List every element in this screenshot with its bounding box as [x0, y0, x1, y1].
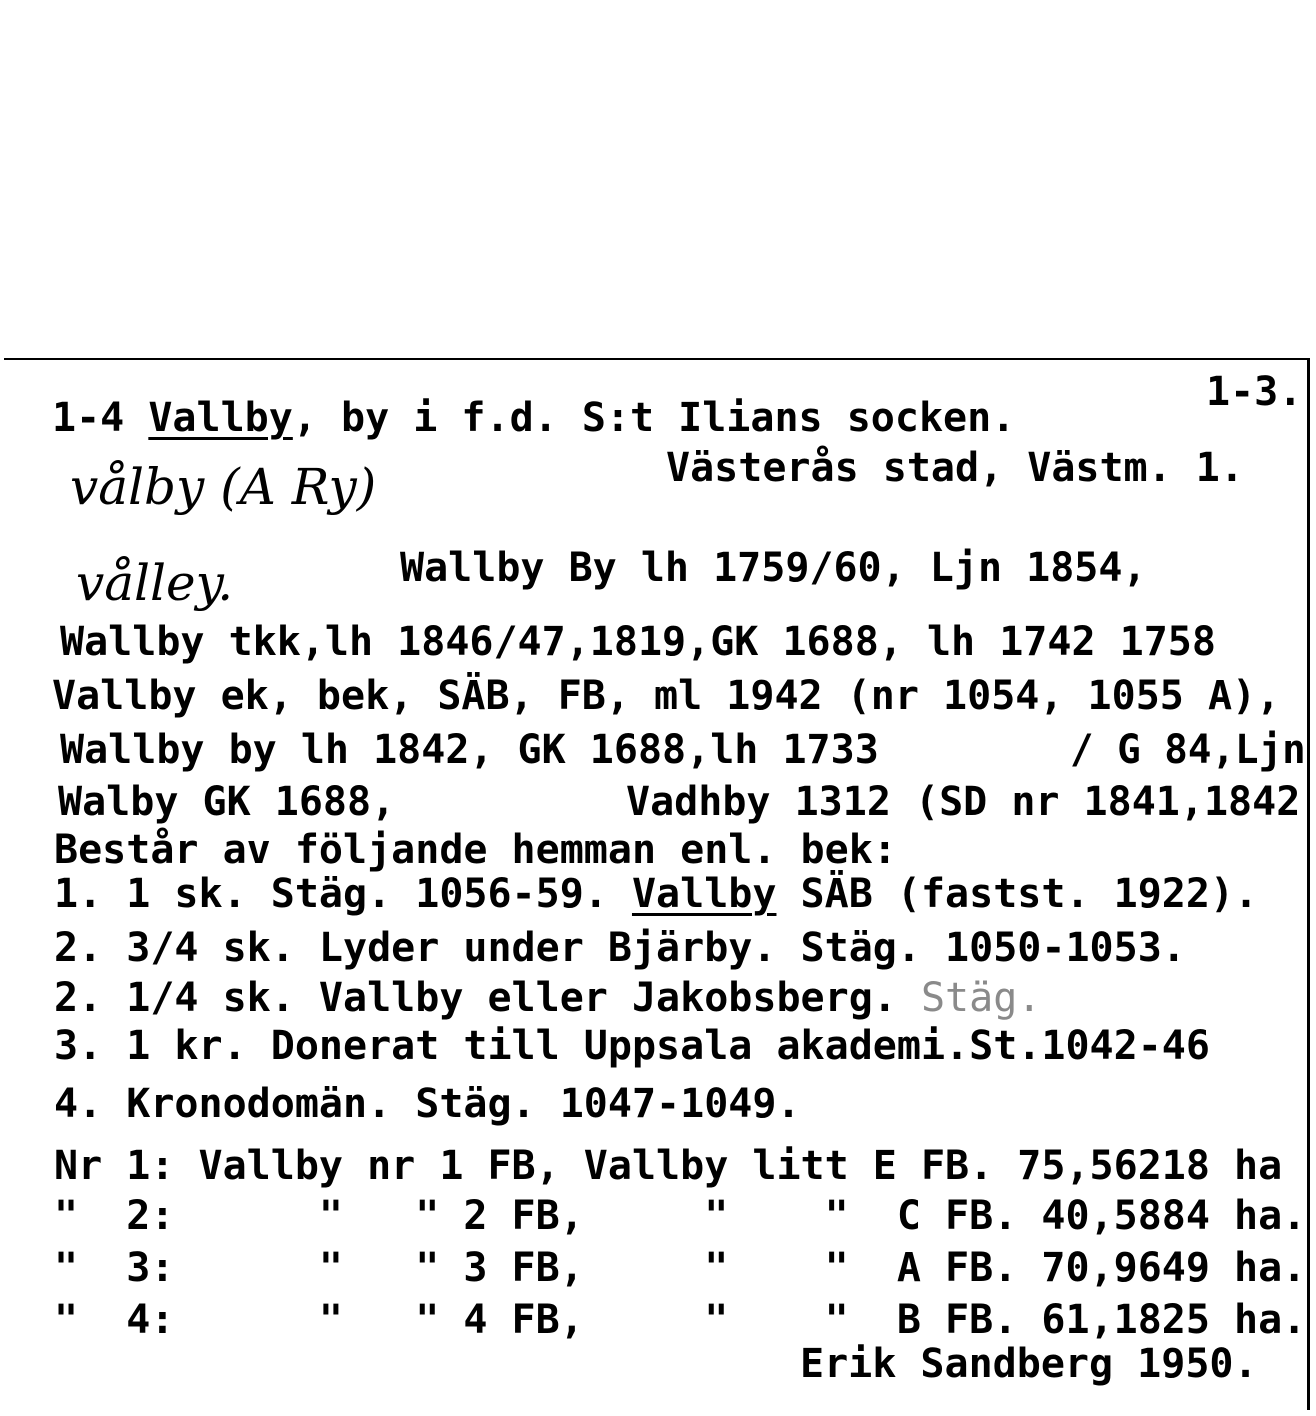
- hemman-intro: Består av följande hemman enl. bek:: [54, 827, 897, 873]
- handwritten-pronunciation-1: vålby (A Ry): [70, 458, 377, 516]
- hemman-1-text: 1. 1 sk. Stäg. 1056-59.: [54, 871, 632, 917]
- hemman-3-faint: Stäg.: [920, 975, 1042, 1021]
- form-line-4-right: / G 84,Ljn: [1070, 727, 1306, 773]
- hemman-3-text: 2. 1/4 sk. Vallby eller Jakobsberg.: [54, 975, 921, 1021]
- fb-row-4: " 4: " " 4 FB, " " B FB. 61,1825 ha.: [54, 1297, 1307, 1343]
- card-number: 1-3.: [1206, 369, 1303, 415]
- hemman-line-5: 4. Kronodomän. Stäg. 1047-1049.: [54, 1081, 801, 1127]
- hemman-line-4: 3. 1 kr. Donerat till Uppsala akademi.St.1042-46: [54, 1023, 1210, 1069]
- heading-location: Västerås stad, Västm. 1.: [666, 445, 1244, 491]
- form-line-5: Walby GK 1688,: [58, 779, 396, 825]
- handwritten-pronunciation-2: vålley.: [76, 554, 234, 612]
- form-line-2: Wallby tkk,lh 1846/47,1819,GK 1688, lh 1742 1758: [60, 619, 1216, 665]
- heading-place: Vallby: [148, 395, 293, 441]
- form-line-1: Wallby By lh 1759/60, Ljn 1854,: [400, 545, 1147, 591]
- form-line-5-right: Vadhby 1312 (SD nr 1841,1842: [626, 779, 1301, 825]
- fb-row-2: " 2: " " 2 FB, " " C FB. 40,5884 ha.: [54, 1193, 1307, 1239]
- signature: Erik Sandberg 1950.: [800, 1341, 1258, 1387]
- form-line-4: Wallby by lh 1842, GK 1688,lh 1733: [60, 727, 879, 773]
- card-heading: [52, 395, 1016, 441]
- hemman-1-name: Vallby: [631, 871, 777, 917]
- fb-row-3: " 3: " " 3 FB, " " A FB. 70,9649 ha.: [54, 1245, 1307, 1291]
- hemman-line-3: [54, 975, 1042, 1021]
- hemman-1-status: SÄB (fastst. 1922).: [776, 871, 1259, 917]
- form-line-3: Vallby ek, bek, SÄB, FB, ml 1942 (nr 1054, 1055 A),: [52, 673, 1281, 719]
- hemman-line-2: 2. 3/4 sk. Lyder under Bjärby. Stäg. 1050-1053.: [54, 925, 1186, 971]
- hemman-line-1: [54, 871, 1259, 917]
- heading-prefix: 1-4: [52, 395, 149, 441]
- fb-row-1: Nr 1: Vallby nr 1 FB, Vallby litt E FB. 75,56218 ha: [54, 1143, 1283, 1189]
- heading-rest: , by i f.d. S:t Ilians socken.: [292, 395, 1016, 441]
